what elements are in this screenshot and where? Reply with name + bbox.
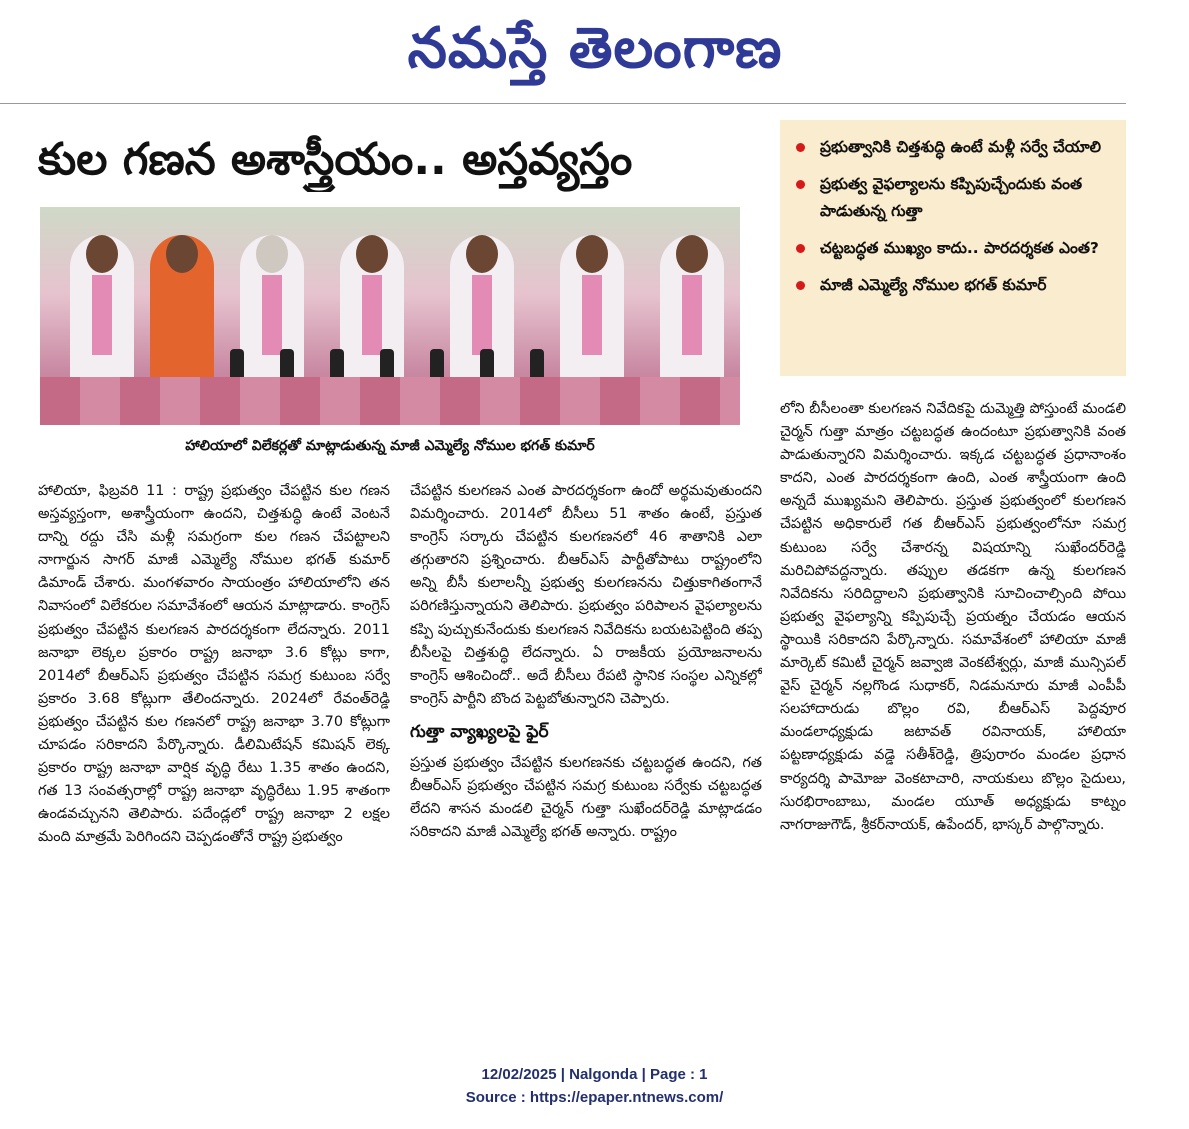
photo-person xyxy=(560,235,624,385)
article-column-2 xyxy=(410,480,762,1040)
footer-source: Source : https://epaper.ntnews.com/ xyxy=(465,1089,724,1106)
article-photo xyxy=(40,207,740,425)
article-column-3: లోని బీసీలంతా కులగణన నివేదికపై దుమ్మెత్తి పోస్తుంటే మండలి చైర్మన్ గుత్తా మాత్రం చట్టబద్ధత ఉందంటూ ప్రభుత్వానికి వంత పాడుతున్నారని విమర్శించారు. ఇక్కడ చట్టబద్ధత ప్రధానాంశం కాదని, ఎంత పారదర్శకంగా ఉంది, ఎంత శాస్త్రీయంగా ఉంది అన్నదే ముఖ్యమని తెలిపారు. ప్రస్తుత ప్రభుత్వంలో కులగణన చేపట్టిన అధికారులే గత బీఆర్ఎస్ ప్రభుత్వంలోనూ సమగ్ర కుటుంబ సర్వే చేశారన్న విషయాన్ని సుఖేందర్‌రెడ్డి మరిచిపోవద్దన్నారు. తప్పుల తడకగా ఉన్న కులగణన నివేదికను సరిదిద్దాలని ప్రభుత్వానికి సూచించాల్సింది పోయి ప్రభుత్వ వైఫల్యాన్ని కప్పిపుచ్చే ప్రయత్నం చేయడం ఆయన స్థాయికి సరికాదని పేర్కొన్నారు. సమావేశంలో హాలియా మాజీ మార్కెట్ కమిటీ చైర్మన్ జవ్వాజి వెంకటేశ్వర్లు, మాజీ మున్సిపల్ వైస్ చైర్మన్ నల్లగొండ సుధాకర్, నిడమనూరు మాజీ ఎంపీపీ సలహాదారుడు బొల్లం రవి, బీఆర్ఎస్ పెద్దవూర మండలాధ్యక్షుడు జటావత్ రవినాయక్, హాలియా పట్టణాధ్యక్షుడు వడ్డె సతీశ్‌రెడ్డి, త్రిపురారం మండల ప్రధాన కార్యదర్శి పామోజు వెంకటాచారి, నాయకులు బొల్లం సైదులు, సురభిరాంబాబు, మండల యూత్ అధ్యక్షుడు కాట్నం నాగరాజుగౌడ్, శ్రీకర్‌నాయక్, ఉపేందర్, భాస్కర్ పాల్గొన్నారు. xyxy=(780,401,1126,833)
bullet-icon xyxy=(796,143,805,152)
article-column-2-text: చేపట్టిన కులగణన ఎంత పారదర్శకంగా ఉందో అర్థమవుతుందని విమర్శించారు. 2014లో బీసీలు 51 శాతం ఉంటే, ప్రస్తుత కాంగ్రెస్ సర్కారు చేపట్టిన కులగణనలో 46 శాతానికి ఎలా తగ్గుతారని ప్రశ్నించారు. బీఆర్ఎస్ పార్టీతోపాటు రాష్ట్రంలోని అన్ని బీసీ కులాలన్నీ ప్రభుత్వ కులగణనను చిత్తుకాగితంగానే పరిగణిస్తున్నాయని తెలిపారు. ప్రభుత్వం పరిపాలన వైఫల్యాలను కప్పి పుచ్చుకునేందుకు కులగణన నివేదికను బయటపెట్టింది తప్ప బీసీలపై చిత్తశుద్ధి లేదన్నారు. ఏ రాజకీయ ప్రయోజనాలను కాంగ్రెస్ ఆశించిందో.. అదే బీసీలు రేపటి స్థానిక సంస్థల ఎన్నికల్లో కాంగ్రెస్ పార్టీని బొంద పెట్టబోతున్నారని చెప్పారు. xyxy=(410,483,762,707)
article-column-1: హాలియా, ఫిబ్రవరి 11 : రాష్ట్ర ప్రభుత్వం చేపట్టిన కుల గణన అస్తవ్యస్తంగా, అశాస్త్రీయంగా ఉందని, చిత్తశుద్ధి ఉంటే వెంటనే దాన్ని రద్దు చేసి మళ్లీ సమగ్రంగా కుల గణన చేపట్టాలని నాగార్జున సాగర్ మాజీ ఎమ్మెల్యే నోముల భగత్ కుమార్ డిమాండ్ చేశారు. మంగళవారం సాయంత్రం హాలియాలోని తన నివాసంలో విలేకరుల సమావేశంలో ఆయన మాట్లాడారు. కాంగ్రెస్ ప్రభుత్వం చేపట్టిన కులగణన పారదర్శకంగా లేదన్నారు. 2011 జనాభా లెక్కల ప్రకారం రాష్ట్ర జనాభా 3.6 కోట్లు కాగా, 2014లో బీఆర్ఎస్ ప్రభుత్వం చేపట్టిన సమగ్ర కుటుంబ సర్వే ప్రకారం 3.68 కోట్లుగా తేలిందన్నారు. 2024లో రేవంత్‌రెడ్డి ప్రభుత్వం చేపట్టిన కుల గణనలో రాష్ట్ర జనాభా 3.70 కోట్లుగా చూపడం సరికాదని పేర్కొన్నారు. డీలిమిటేషన్ కమిషన్ లెక్క ప్రకారం రాష్ట్ర జనాభా వార్షిక వృద్ధి రేటు 1.35 శాతం ఉందని, గత 13 సంవత్సరాల్లో రాష్ట్ర జనాభా వృద్ధిరేటు 1.95 శాతంగా ఉండవచ్చునని తెలిపారు. పదేండ్లలో రాష్ట్ర జనాభా 2 లక్షల మంది మాత్రమే పెరిగిందని చెప్పడంతోనే రాష్ట్ర ప్రభుత్వం xyxy=(38,483,390,846)
photo-person xyxy=(340,235,404,385)
photo-person xyxy=(240,235,304,385)
article-subhead: గుత్తా వ్యాఖ్యలపై ఫైర్ xyxy=(410,721,549,742)
photo-person xyxy=(660,235,724,385)
highlight-item: ప్రభుత్వానికి చిత్తశుద్ధి ఉంటే మళ్లీ సర్వే చేయాలి xyxy=(794,134,1112,161)
highlight-item: ప్రభుత్వ వైఫల్యాలను కప్పిపుచ్చేందుకు వంత పాడుతున్న గుత్తా xyxy=(794,171,1112,225)
article-headline: కుల గణన అశాస్త్రీయం.. అస్తవ్యస్తం xyxy=(38,134,633,185)
bullet-icon xyxy=(796,244,805,253)
highlight-item: మాజీ ఎమ్మెల్యే నోముల భగత్ కుమార్ xyxy=(794,272,1112,299)
newspaper-masthead: నమస్తే తెలంగాణ xyxy=(407,15,783,81)
highlight-item: చట్టబద్ధత ముఖ్యం కాదు.. పారదర్శకత ఎంత? xyxy=(794,235,1112,262)
photo-person xyxy=(150,235,214,385)
bullet-icon xyxy=(796,180,805,189)
photo-table xyxy=(40,377,740,425)
photo-person xyxy=(70,235,134,385)
masthead-divider xyxy=(0,103,1126,104)
footer-date-edition: 12/02/2025 | Nalgonda | Page : 1 xyxy=(481,1066,708,1083)
photo-caption: హాలియాలో విలేకర్లతో మాట్లాడుతున్న మాజీ ఎమ్మెల్యే నోముల భగత్ కుమార్ xyxy=(185,438,595,454)
article-column-2-text-continued: ప్రస్తుత ప్రభుత్వం చేపట్టిన కులగణనకు చట్టబద్ధత ఉందని, గత బీఆర్ఎస్ ప్రభుత్వం చేపట్టిన సమగ్ర కుటుంబ సర్వేకు చట్టబద్ధత లేదని శాసన మండలి చైర్మన్ గుత్తా సుఖేందర్‌రెడ్డి మాట్లాడడం సరికాదని మాజీ ఎమ్మెల్యే భగత్ అన్నారు. రాష్ట్రం xyxy=(410,755,762,841)
highlights-box xyxy=(780,120,1126,376)
bullet-icon xyxy=(796,281,805,290)
